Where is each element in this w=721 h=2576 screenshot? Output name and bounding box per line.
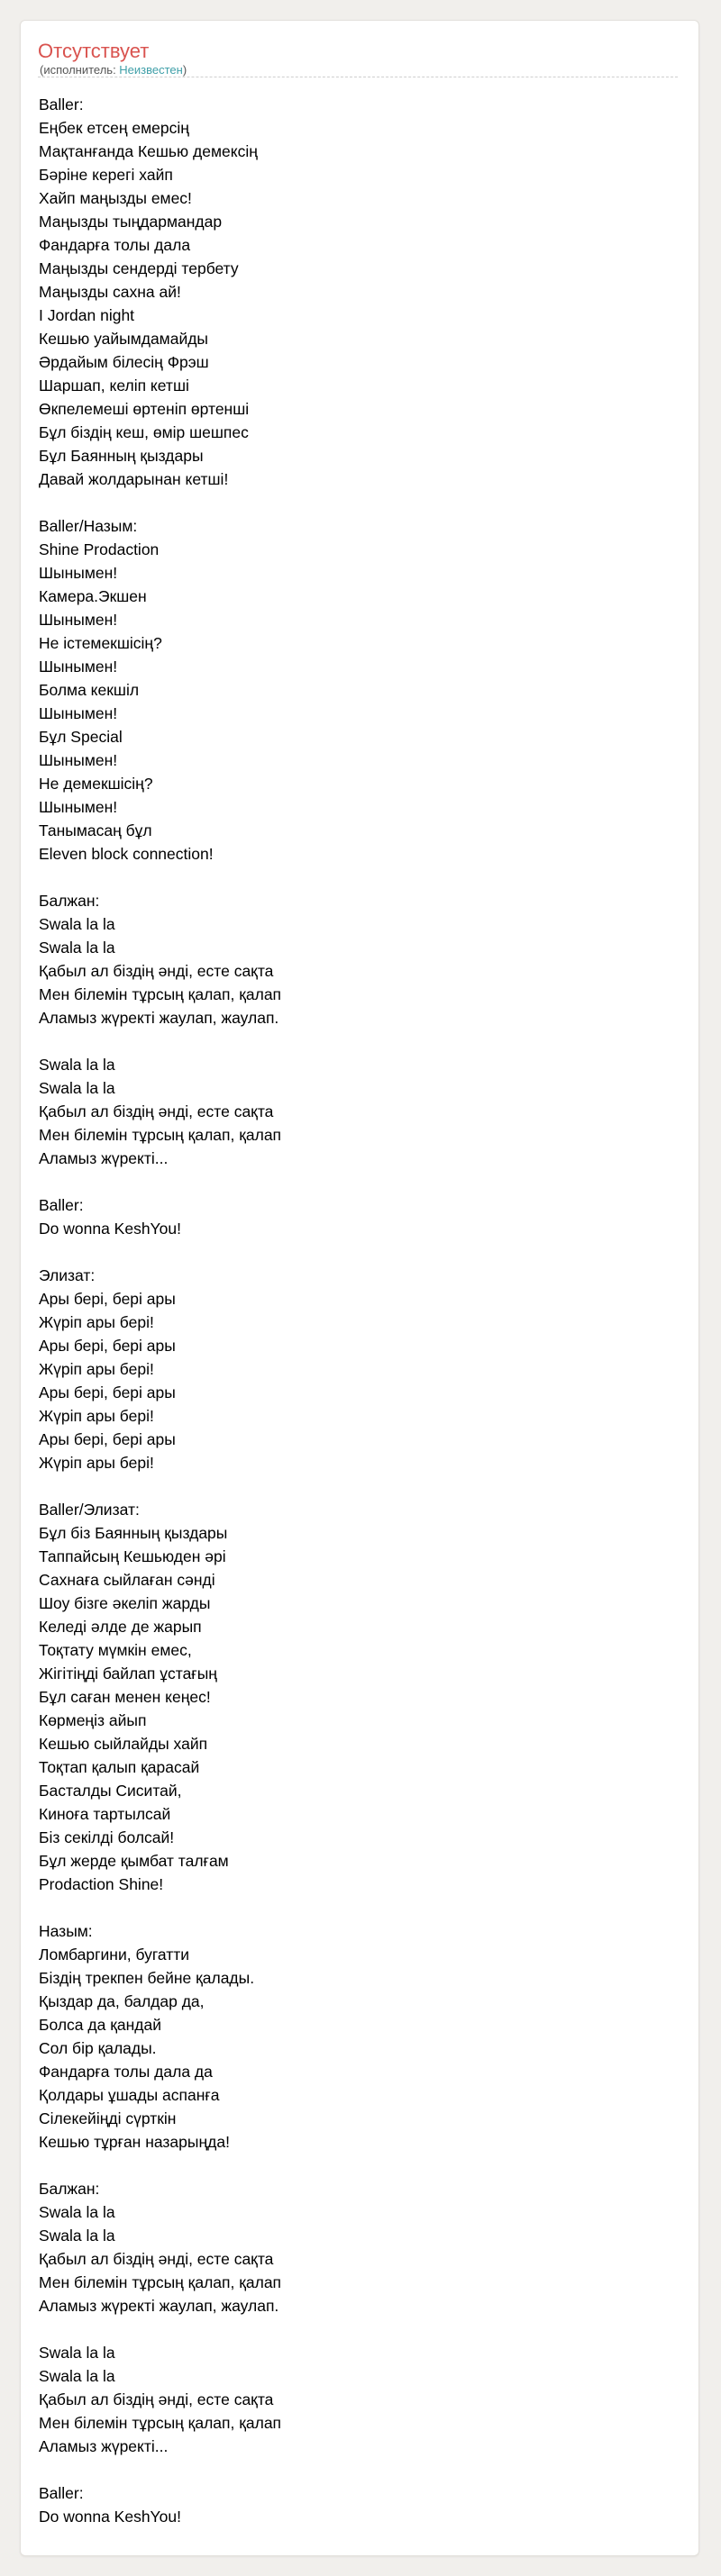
lyric-line <box>39 1240 670 1264</box>
lyric-line: Ары бері, бері ары <box>39 1290 176 1308</box>
lyric-line: Бұл біздің кеш, өмір шешпес <box>39 423 249 441</box>
lyric-line: Кешью тұрған назарыңда! <box>39 2133 230 2151</box>
lyric-line: Сол бір қалады. <box>39 2039 157 2057</box>
lyric-line: Таппайсың Кешьюден әрі <box>39 1547 226 1565</box>
lyric-line: Swala la la <box>39 939 115 957</box>
lyric-line: Ары бері, бері ары <box>39 1383 176 1401</box>
lyric-line: Сілекейіңді сүрткін <box>39 2109 177 2127</box>
song-header <box>38 39 678 77</box>
lyric-line: Шынымен! <box>39 798 118 816</box>
lyrics-text <box>39 93 670 2528</box>
lyric-line: Шынымен! <box>39 751 118 769</box>
lyric-line: Көрмеңіз айып <box>39 1711 147 1729</box>
artist-link[interactable]: Неизвестен <box>119 63 183 77</box>
lyric-line: Болса да қандай <box>39 2016 161 2034</box>
lyric-line: Бұл біз Баянның қыздары <box>39 1524 228 1542</box>
lyric-line: Не істемекшісің? <box>39 634 162 652</box>
lyric-line: Аламыз жүректі жаулап, жаулап. <box>39 1009 279 1027</box>
lyric-line: Шынымен! <box>39 704 118 722</box>
lyric-line: Қабыл ал біздің әнді, есте сақта <box>39 962 274 980</box>
lyric-line: Бұл жерде қымбат талғам <box>39 1852 229 1870</box>
lyric-line: Маңызды сендерді тербету <box>39 259 239 277</box>
lyric-line: Жүріп ары бері! <box>39 1454 154 1472</box>
lyric-line: Фандарға толы дала да <box>39 2063 213 2081</box>
lyric-line: Baller/Элизат: <box>39 1501 140 1519</box>
lyric-line: Swala la la <box>39 2367 115 2385</box>
lyric-line: Танымасаң бұл <box>39 821 152 839</box>
lyric-line: Baller: <box>39 2484 84 2502</box>
lyric-line: Тоқтап қалып қарасай <box>39 1758 200 1776</box>
lyric-line: Аламыз жүректі... <box>39 2437 169 2455</box>
lyric-line <box>39 2154 670 2177</box>
lyric-line: Shine Prodaction <box>39 540 160 558</box>
lyric-line: Swala la la <box>39 915 115 933</box>
lyric-line: Біз секілді болсай! <box>39 1828 175 1846</box>
lyric-line: Жүріп ары бері! <box>39 1360 154 1378</box>
lyric-line: Шынымен! <box>39 611 118 629</box>
lyric-line: Қабыл ал біздің әнді, есте сақта <box>39 2250 274 2268</box>
lyric-line <box>39 1896 670 1919</box>
lyric-line: Eleven block connection! <box>39 845 214 863</box>
lyric-line: Мен білемін тұрсың қалап, қалап <box>39 2273 282 2291</box>
lyric-line: Жүріп ары бері! <box>39 1313 154 1331</box>
lyric-line: Do wonna KeshYou! <box>39 1220 181 1238</box>
lyric-line: Маңызды сахна ай! <box>39 283 181 301</box>
lyric-line: Хайп маңызды емес! <box>39 189 192 207</box>
lyric-line <box>39 2458 670 2481</box>
lyric-line: Қолдары ұшады аспанға <box>39 2086 220 2104</box>
lyric-line <box>39 1474 670 1498</box>
lyric-line: Киноға тартылсай <box>39 1805 171 1823</box>
artist-line <box>40 64 187 77</box>
lyric-line: Маңызды тыңдармандар <box>39 213 223 231</box>
lyric-line: Ары бері, бері ары <box>39 1430 176 1448</box>
lyric-line: Қабыл ал біздің әнді, есте сақта <box>39 1102 274 1120</box>
lyric-line: Қабыл ал біздің әнді, есте сақта <box>39 2390 274 2408</box>
lyric-line: Жүріп ары бері! <box>39 1407 154 1425</box>
lyric-line: Baller/Назым: <box>39 517 138 535</box>
lyric-line: Әрдайым білесің Фрэш <box>39 353 209 371</box>
artist-prefix: (исполнитель: <box>40 63 120 77</box>
lyric-line: Baller: <box>39 1196 84 1214</box>
lyric-line: Swala la la <box>39 2227 115 2245</box>
lyric-line: Мен білемін тұрсың қалап, қалап <box>39 2414 282 2432</box>
lyric-line <box>39 1170 670 1193</box>
lyric-line: Элизат: <box>39 1266 96 1284</box>
lyric-line: Давай жолдарынан кетші! <box>39 470 229 488</box>
lyric-line: Аламыз жүректі... <box>39 1149 169 1167</box>
lyric-line: Біздің трекпен бейне қалады. <box>39 1969 255 1987</box>
artist-suffix: ) <box>182 63 187 77</box>
lyrics-card <box>20 20 699 2556</box>
lyric-line: Тоқтату мүмкін емес, <box>39 1641 192 1659</box>
lyric-line <box>39 2317 670 2341</box>
lyric-line: Болма кекшіл <box>39 681 140 699</box>
lyric-line: Бұл Баянның қыздары <box>39 447 204 465</box>
lyric-line <box>39 1029 670 1053</box>
lyric-line: Ломбаргини, бугатти <box>39 1946 190 1964</box>
lyric-line: Бұл саған менен кеңес! <box>39 1688 211 1706</box>
lyric-line: Камера.Экшен <box>39 587 147 605</box>
lyric-line: I Jordan night <box>39 306 135 324</box>
lyric-line: Swala la la <box>39 1079 115 1097</box>
lyric-line <box>39 866 670 889</box>
lyric-line: Шынымен! <box>39 658 118 676</box>
lyric-line: Кешью сыйлайды хайп <box>39 1735 208 1753</box>
lyric-line: Baller: <box>39 95 84 113</box>
lyric-line: Мен білемін тұрсың қалап, қалап <box>39 1126 282 1144</box>
lyric-line: Еңбек етсең емерсің <box>39 119 189 137</box>
lyric-line: Өкпелемеші өртеніп өртенші <box>39 400 250 418</box>
lyric-line: Мақтанғанда Кешью демексің <box>39 142 258 160</box>
lyric-line: Жігітіңді байлап ұстағың <box>39 1664 217 1683</box>
lyric-line: Шынымен! <box>39 564 118 582</box>
lyric-line: Балжан: <box>39 892 100 910</box>
lyric-line: Келеді әлде де жарып <box>39 1618 202 1636</box>
lyric-line: Ары бері, бері ары <box>39 1337 176 1355</box>
lyric-line: Prodaction Shine! <box>39 1875 164 1893</box>
lyric-line: Қыздар да, балдар да, <box>39 1992 205 2010</box>
song-title: Отсутствует <box>38 40 150 62</box>
lyric-line: Сахнаға сыйлаған сәнді <box>39 1571 215 1589</box>
lyric-line: Мен білемін тұрсың қалап, қалап <box>39 985 282 1003</box>
lyric-line: Swala la la <box>39 2203 115 2221</box>
lyric-line: Басталды Сиситай, <box>39 1782 182 1800</box>
lyric-line: Бұл Special <box>39 728 123 746</box>
lyric-line: Назым: <box>39 1922 93 1940</box>
lyric-line <box>39 491 670 514</box>
lyric-line: Бәріне керегі хайп <box>39 166 173 184</box>
lyric-line: Кешью уайымдамайды <box>39 330 209 348</box>
lyric-line: Do wonna KeshYou! <box>39 2508 181 2526</box>
lyric-line: Шоу бізге әкеліп жарды <box>39 1594 211 1612</box>
lyric-line: Не демекшісің? <box>39 775 153 793</box>
lyric-line: Фандарға толы дала <box>39 236 191 254</box>
lyric-line: Шаршап, келіп кетші <box>39 376 189 395</box>
lyric-line: Swala la la <box>39 1056 115 1074</box>
lyric-line: Swala la la <box>39 2344 115 2362</box>
lyric-line: Балжан: <box>39 2180 100 2198</box>
lyric-line: Аламыз жүректі жаулап, жаулап. <box>39 2297 279 2315</box>
